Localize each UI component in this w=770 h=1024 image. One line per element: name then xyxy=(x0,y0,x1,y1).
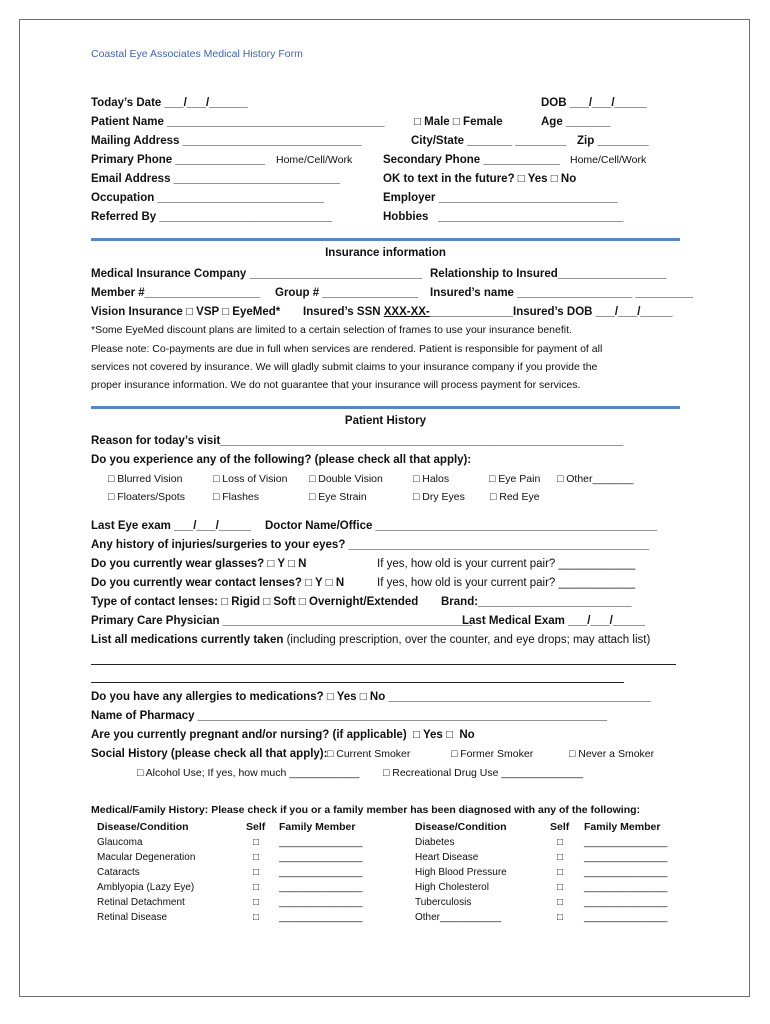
contact-type-checkboxes[interactable]: Type of contact lenses: □ Rigid □ Soft □ Overnight/Extended xyxy=(91,596,419,608)
symptom-checkbox[interactable]: □ Loss of Vision xyxy=(213,473,288,485)
self-checkbox[interactable]: □ xyxy=(253,867,260,878)
self-checkbox[interactable]: □ xyxy=(253,897,260,908)
glasses-age-field[interactable]: If yes, how old is your current pair? ____________ xyxy=(377,558,636,570)
symptom-checkbox[interactable]: □ Dry Eyes xyxy=(413,491,465,503)
condition-label: Amblyopia (Lazy Eye) xyxy=(97,882,195,893)
last-eye-exam-field[interactable]: Last Eye exam ___/___/_____ xyxy=(91,520,251,532)
symptom-checkbox[interactable]: □ Eye Pain xyxy=(489,473,541,485)
alcohol-use-field[interactable]: □ Alcohol Use; If yes, how much ____________ xyxy=(137,767,360,779)
symptom-checkbox[interactable]: □ Red Eye xyxy=(490,491,540,503)
medications-label: List all medications currently taken xyxy=(91,634,284,646)
city-state-field[interactable]: City/State _______ ________ xyxy=(411,135,567,147)
hobbies-field[interactable]: Hobbies _____________________________ xyxy=(383,211,624,223)
brand-field[interactable]: Brand:________________________ xyxy=(441,596,632,608)
medications-hint: (including prescription, over the counter, and eye drops; may attach list) xyxy=(283,634,651,646)
family-member-input[interactable]: _______________ xyxy=(279,867,363,878)
never-smoker-checkbox[interactable]: □ Never a Smoker xyxy=(569,748,655,760)
self-checkbox[interactable]: □ xyxy=(557,912,564,923)
secondary-phone-type: Home/Cell/Work xyxy=(570,154,647,166)
pharmacy-field[interactable]: Name of Pharmacy ________________________________________________________________ xyxy=(91,710,608,722)
condition-label: Retinal Detachment xyxy=(97,897,185,908)
zip-field[interactable]: Zip ________ xyxy=(577,135,649,147)
condition-label: Heart Disease xyxy=(415,852,479,863)
insured-ssn-field[interactable] xyxy=(303,305,513,319)
contacts-question[interactable]: Do you currently wear contact lenses? □ Y □ N xyxy=(91,577,345,589)
insurance-heading: Insurance information xyxy=(325,247,446,259)
primary-care-physician-field[interactable]: Primary Care Physician _______________________________________ xyxy=(91,615,473,627)
patient-name-field[interactable]: Patient Name __________________________________ xyxy=(91,116,385,128)
secondary-phone-field[interactable]: Secondary Phone ____________ xyxy=(383,154,561,166)
contacts-age-field[interactable]: If yes, how old is your current pair? ____________ xyxy=(377,577,636,589)
symptoms-question: Do you experience any of the following? (please check all that apply): xyxy=(91,454,472,466)
family-member-input[interactable]: _______________ xyxy=(279,837,363,848)
family-member-input[interactable]: _______________ xyxy=(279,882,363,893)
mailing-address-field[interactable]: Mailing Address ____________________________ xyxy=(91,135,362,147)
self-checkbox[interactable]: □ xyxy=(557,837,564,848)
family-member-input[interactable]: _______________ xyxy=(279,912,363,923)
medications-line[interactable] xyxy=(91,682,624,683)
condition-label: Cataracts xyxy=(97,867,140,878)
copay-note-continued: services not covered by insurance. We will gladly submit claims to your insurance company if you provide the xyxy=(91,361,598,373)
insured-name-field[interactable]: Insured’s name __________________ _________ xyxy=(430,287,694,299)
self-checkbox[interactable]: □ xyxy=(557,867,564,878)
insured-ssn-label: Insured’s SSN xyxy=(303,306,384,318)
self-checkbox[interactable]: □ xyxy=(253,912,260,923)
age-field[interactable]: Age _______ xyxy=(541,116,611,128)
injuries-field[interactable]: Any history of injuries/surgeries to your eyes? _______________________________________________ xyxy=(91,539,650,551)
glasses-question[interactable]: Do you currently wear glasses? □ Y □ N xyxy=(91,558,307,570)
doctor-office-field[interactable]: Doctor Name/Office ____________________________________________ xyxy=(265,520,657,532)
sex-checkboxes[interactable]: □ Male □ Female xyxy=(414,116,503,128)
symptom-checkbox[interactable]: □ Blurred Vision xyxy=(108,473,183,485)
self-checkbox[interactable]: □ xyxy=(253,837,260,848)
medical-insurance-company-field[interactable]: Medical Insurance Company ___________________________ xyxy=(91,268,423,280)
primary-phone-type: Home/Cell/Work xyxy=(276,154,353,166)
social-history-label: Social History (please check all that apply): xyxy=(91,748,328,760)
section-divider xyxy=(91,238,680,241)
family-member-input[interactable]: _______________ xyxy=(279,852,363,863)
member-number-field[interactable]: Member #__________________ xyxy=(91,287,260,299)
dob-field[interactable]: DOB ___/___/_____ xyxy=(541,97,647,109)
condition-label: Glaucoma xyxy=(97,837,143,848)
primary-phone-field[interactable]: Primary Phone ______________ xyxy=(91,154,265,166)
self-checkbox[interactable]: □ xyxy=(557,882,564,893)
ok-to-text-checkboxes[interactable]: OK to text in the future? □ Yes □ No xyxy=(383,173,577,185)
self-checkbox[interactable]: □ xyxy=(557,897,564,908)
family-history-intro: Medical/Family History: Please check if you or a family member has been diagnosed with any of the following: xyxy=(91,804,641,816)
patient-history-heading: Patient History xyxy=(344,415,427,427)
insured-dob-field[interactable]: Insured’s DOB ___/___/_____ xyxy=(513,306,673,318)
family-member-input[interactable]: _______________ xyxy=(584,837,668,848)
condition-label: Diabetes xyxy=(415,837,455,848)
current-smoker-checkbox[interactable]: □ Current Smoker xyxy=(327,748,411,760)
family-member-input[interactable]: _______________ xyxy=(279,897,363,908)
former-smoker-checkbox[interactable]: □ Former Smoker xyxy=(451,748,534,760)
occupation-field[interactable]: Occupation __________________________ xyxy=(91,192,324,204)
eyemed-note: *Some EyeMed discount plans are limited to a certain selection of frames to use your insurance benefit. xyxy=(91,324,572,336)
condition-label: Retinal Disease xyxy=(97,912,168,923)
symptom-checkbox[interactable]: □ Eye Strain xyxy=(309,491,367,503)
section-divider xyxy=(91,406,680,409)
self-column-header: Self xyxy=(550,821,570,833)
condition-label: High Blood Pressure xyxy=(415,867,507,878)
self-checkbox[interactable]: □ xyxy=(253,882,260,893)
family-member-column-header: Family Member xyxy=(279,821,356,833)
medications-prompt xyxy=(91,633,650,647)
family-member-input[interactable]: _______________ xyxy=(584,852,668,863)
self-checkbox[interactable]: □ xyxy=(253,852,260,863)
family-member-input[interactable]: _______________ xyxy=(584,897,668,908)
vision-insurance-checkboxes[interactable]: Vision Insurance □ VSP □ EyeMed* xyxy=(91,306,281,318)
insured-ssn-blank: _____________ xyxy=(429,306,513,318)
family-member-input[interactable]: _______________ xyxy=(584,882,668,893)
insured-ssn-value: XXX-XX- xyxy=(383,306,430,318)
referred-by-field[interactable]: Referred By ___________________________ xyxy=(91,211,333,223)
group-number-field[interactable]: Group # _______________ xyxy=(275,287,419,299)
condition-label: Macular Degeneration xyxy=(97,852,196,863)
employer-field[interactable]: Employer ____________________________ xyxy=(383,192,618,204)
pregnant-question[interactable]: Are you currently pregnant and/or nursing? (if applicable) □ Yes □ No xyxy=(91,729,475,741)
condition-label[interactable]: Other___________ xyxy=(415,912,502,923)
recreational-drug-field[interactable]: □ Recreational Drug Use ______________ xyxy=(383,767,584,779)
medications-line[interactable] xyxy=(91,664,676,665)
family-member-input[interactable]: _______________ xyxy=(584,867,668,878)
reason-for-visit-field[interactable]: Reason for today’s visit_______________________________________________________________ xyxy=(91,435,624,447)
self-checkbox[interactable]: □ xyxy=(557,852,564,863)
disease-column-header: Disease/Condition xyxy=(415,821,507,833)
copay-note: Please note: Co-payments are due in full when services are rendered. Patient is responsible for payment of all xyxy=(91,343,603,355)
form-title: Coastal Eye Associates Medical History Form xyxy=(91,48,303,60)
email-field[interactable]: Email Address __________________________ xyxy=(91,173,340,185)
last-medical-exam-field[interactable]: Last Medical Exam ___/___/_____ xyxy=(462,615,645,627)
symptom-checkbox[interactable]: □ Floaters/Spots xyxy=(108,491,185,503)
condition-label: High Cholesterol xyxy=(415,882,489,893)
family-member-column-header: Family Member xyxy=(584,821,661,833)
allergies-field[interactable]: Do you have any allergies to medications? □ Yes □ No _________________________________________ xyxy=(91,691,651,703)
disease-column-header: Disease/Condition xyxy=(97,821,189,833)
todays-date-field[interactable]: Today’s Date ___/___/______ xyxy=(91,97,248,109)
self-column-header: Self xyxy=(246,821,266,833)
family-member-input[interactable]: _______________ xyxy=(584,912,668,923)
symptom-checkbox[interactable]: □ Halos xyxy=(413,473,450,485)
symptom-checkbox[interactable]: □ Double Vision xyxy=(309,473,383,485)
relationship-field[interactable]: Relationship to Insured_________________ xyxy=(430,268,667,280)
symptom-checkbox[interactable]: □ Flashes xyxy=(213,491,260,503)
condition-label: Tuberculosis xyxy=(415,897,472,908)
symptom-checkbox[interactable]: □ Other_______ xyxy=(557,473,634,485)
copay-note-final: proper insurance information. We do not guarantee that your insurance will process payment for services. xyxy=(91,379,581,391)
